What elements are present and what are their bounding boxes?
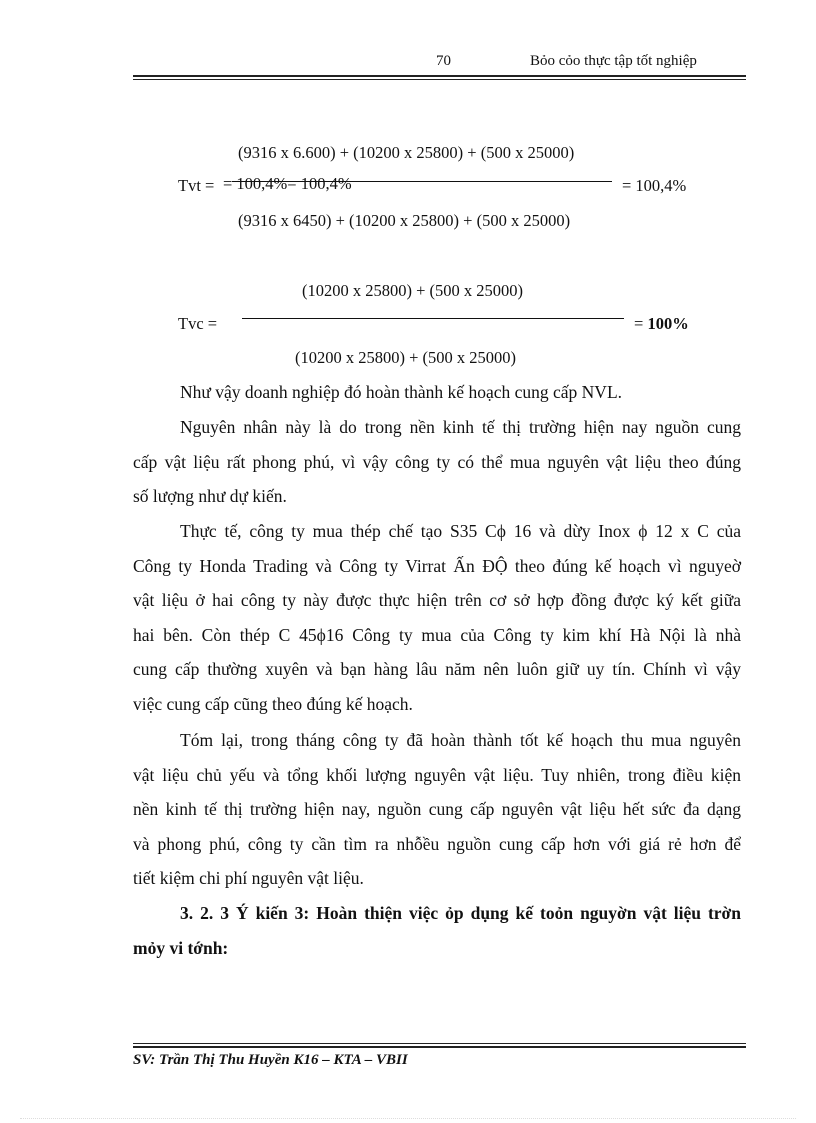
footer-rule-top [133,1043,746,1044]
tvc-fraction-bar [242,318,624,319]
header-rule-top [133,75,746,77]
text-line: vật liệu ở hai công ty này được thực hiện trên cơ sở hợp đồng được ký kết giữa [133,590,741,611]
text-line: tiết kiệm chi phí nguyên vật liệu. [133,868,364,889]
heading-line: mỏy vi tớnh: [133,937,229,958]
page-number: 70 [436,53,451,69]
text-line: cung cấp thường xuyên và bạn hàng lâu năm nên luôn giữ uy tín. Chính vì vậy [133,659,741,680]
footer-rule-bottom [133,1046,746,1048]
heading-line: 3. 2. 3 Ý kiến 3: Hoàn thiện việc ỏp dụng kế toỏn nguyờn vật liệu trờn [180,903,741,923]
text-line: việc cung cấp cũng theo đúng kế hoạch. [133,693,413,714]
section-heading [133,896,741,965]
tvc-label: Tvc = [178,314,218,333]
tvt-overlay: = 100,4%= 100,4% [223,174,352,193]
paragraph-summary [133,723,741,896]
tvc-denominator: (10200 x 25800) + (500 x 25000) [295,348,517,367]
tvc-result-prefix: = [634,314,648,333]
header-title: Bỏo cỏo thực tập tốt nghiệp [530,53,697,69]
text-line: Công ty Honda Trading và Công ty Virrat Ấn ĐỘ theo đúng kế hoạch vì nguyeờ [133,555,741,576]
footer-author: SV: Trần Thị Thu Huyền K16 – KTA – VBII [133,1052,408,1068]
paragraph-cause [133,410,741,514]
tvc-result-value: 100% [647,314,689,333]
paragraph-facts [133,514,741,722]
paragraph-conclusion [133,375,741,410]
tvt-label: Tvt = [178,176,215,195]
tvt-denominator: (9316 x 6450) + (10200 x 25800) + (500 x 25000) [238,211,571,230]
text-line: Thực tế, công ty mua thép chế tạo S35 Cϕ 16 và dừy Inox ϕ 12 x C của [180,521,741,541]
text-line: và phong phú, công ty cần tìm ra nhỗều nguồn cung cấp hơn với giá rẻ hơn để [133,833,741,854]
text-line: Nguyên nhân này là do trong nền kinh tế thị trường hiện nay nguồn cung [180,417,741,437]
tvc-result [634,314,689,334]
tvt-result: = 100,4% [622,176,687,195]
tvt-numerator: (9316 x 6.600) + (10200 x 25800) + (500 x 25000) [238,143,575,162]
tvc-numerator: (10200 x 25800) + (500 x 25000) [302,281,524,300]
text-line: vật liệu chủ yếu và tổng khối lượng nguyên vật liệu. Tuy nhiên, trong điều kiện [133,764,741,785]
header-rule-bottom [133,79,746,80]
tvt-fraction-bar [232,181,612,182]
text-line: Tóm lại, trong tháng công ty đã hoàn thành tốt kế hoạch thu mua nguyên [180,730,741,750]
page-edge-dots [20,1118,796,1119]
text-line: Như vậy doanh nghiệp đó hoàn thành kế hoạch cung cấp NVL. [180,382,623,402]
text-line: nền kinh tế thị trường hiện nay, nguồn cung cấp nguyên vật liệu hết sức đa dạng [133,799,741,820]
text-line: số lượng như dự kiến. [133,486,287,507]
text-line: cấp vật liệu rất phong phú, vì vậy công ty có thể mua nguyên vật liệu theo đúng [133,451,741,472]
text-line: hai bên. Còn thép C 45ϕ16 Công ty mua của Công ty kim khí Hà Nội là nhà [133,624,741,645]
